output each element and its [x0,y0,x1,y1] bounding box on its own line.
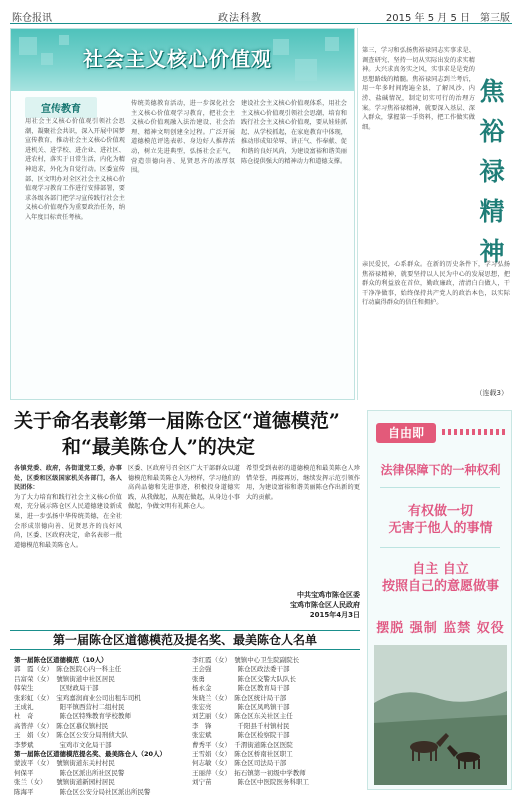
feature-column-2: 传统美德教育活动，进一步深化社会主义核心价值观学习教育，把社会主义核心价值观融入法治建设、社会治理、精神文明创建全过程。广泛开展道德模范评选表彰、身边好人推荐活动，树立先进典型，弘扬社会正气，营造崇德向善、见贤思齐的浓厚氛围。 [131,100,235,175]
paper-name: 陈仓报讯 [12,13,52,24]
dots-divider [442,429,506,435]
honor-name-row: 王 娟（女） 陈仓区公安分局刑侦大队 [14,731,128,740]
article-signature [266,590,360,620]
feature-column-3: 建设社会主义核心价值观体系，用社会主义核心价值观引领社会思潮，培育和践行社会主义核心价值观，要从娃娃抓起、从学校抓起，在家庭教育中体现，推动形成知荣辱、讲正气、作奉献、促和谐的良好风尚，为建设富裕和谐美丽陈仓提供强大的精神动力和道德支撑。 [241,100,347,165]
divider [380,547,500,548]
sidebar-text-2: 亲民爱民，心系群众。在新的历史条件下，学习弘扬焦裕禄精神，就要坚持以人民为中心的发展思想，把群众的利益放在首位，勤政廉政，清清白白做人，干干净净做事，始终保持共产党人的政治本色，以实际行动赢得群众的信任和拥护。 [362,261,510,307]
sidebar [357,28,512,400]
honor-name-row: 王雪娟（女） 陈仓区桥南社区职工 [192,750,293,759]
honor-name-row: 杜 奇 陈仓区特殊教育学校教师 [14,712,131,721]
honor-subheading: 第一届陈仓区道德模范（10人） [14,656,108,664]
masthead [10,6,512,24]
honor-name-row: 曹秀平（女） 千渭街道陈仓区医院 [192,740,293,749]
honor-name-row: 蒙波平（女） 號镇街道东关村村民 [14,759,115,768]
honor-name-row: 张兰（女） 號镇街道新园村居民 [14,778,115,787]
section-tag: 宣传教育 [25,97,97,118]
feature-box [10,28,355,400]
signer-1: 中共宝鸡市陈仓区委 [297,591,360,599]
ad-slogan-2 [368,503,513,537]
signer-2: 宝鸡市陈仓区人民政府 [290,601,360,609]
honor-name-row: 张彩虹（女） 宝鸡嘉润商业公司出租车司机 [14,693,141,702]
page-number: 第三版 [480,13,510,24]
honor-list-right [192,656,362,796]
honor-name-row: 李梦斌 宝鸡市文化局干部 [14,740,112,749]
ad-panel [367,410,512,790]
article-lead: 各镇党委、政府，各街道党工委，办事处，区委和区级国家机关各部门，各人民团体： [14,465,122,492]
feature-column-1: 用社会主义核心价值观引领社会思潮，凝聚社会共识，深入开展中国梦宣传教育，推动社会主义核心价值观进机关、进学校、进企业、进社区、进农村，落实于日常生活，内化为精神追求，外化为自觉行动。区委宣传部、区文明办对全区社会主义核心价值观学习教育工作进行安排部署，要求各级各部门把学习宣传践行社会主义核心价值观作为重要政治任务，纳入年度目标责任考核。 [25,118,125,221]
honor-name-row: 王会强 陈仓区政法委干部 [192,665,290,674]
date-page [386,9,510,24]
ad-slogan-3b: 按照自己的意愿做事 [381,579,499,594]
ad-slogan-4: 摆脱 强制 监禁 奴役 [376,621,505,636]
section-name: 政法科教 [218,13,262,24]
honor-name-row: 何保平 陈仓区派出所社区民警 [14,768,125,777]
honor-list-title: 第一届陈仓区道德模范及提名奖、最美陈仓人名单 [10,630,360,650]
ad-slogan-2a: 有权做一切 [407,504,473,519]
article-column-1 [14,464,122,624]
continued-label: （连载3） [475,389,508,397]
feature-title: 社会主义核心价值观 [83,47,272,71]
article-column-2: 区委、区政府号召全区广大干部群众以道德模范和最美陈仓人为榜样，学习他们的高尚品德和先进事迹，积极投身道德实践，从我做起，从现在做起，从身边小事做起，争做文明有礼陈仓人。 [128,465,240,511]
sign-date: 2015年4月3日 [309,611,360,619]
ad-slogan-3a: 自主 自立 [412,562,469,577]
article-column-3: 希望受到表彰的道德模范和最美陈仓人珍惜荣誉，再接再厉，继续发挥示范引领作用，为建设富裕和谐美丽陈仓作出新的更大的贡献。 [246,465,360,501]
honor-name-row: 郭 霞（女） 陈仓医院心内一科主任 [14,665,122,674]
article-body-1: 为了大力培育和践行社会主义核心价值观，充分展示陈仓区人民道德建设新成果，进一步弘扬中华传统美德，在全社会形成崇德向善、见贤思齐的良好风尚，区委、区政府决定，命名表彰一批道德模范和最美陈仓人。 [14,493,122,549]
honor-name-row: 王丽萍（女） 拓石镇第一初级中学教师 [192,768,306,777]
honor-name-row: 张勇 陈仓区交警大队队长 [192,674,296,683]
feature-banner [11,29,354,91]
ad-slogan-3 [368,561,513,595]
article-headline [14,408,360,460]
divider [380,487,500,488]
honor-name-row: 张宏斌 陈仓区检察院干部 [192,731,290,740]
ad-slogan-1: 法律保障下的一种权利 [380,463,501,477]
ad-brand: 自由即 [376,423,436,443]
vertical-title: 焦裕禄精神 [479,77,505,266]
headline-line-2: 和“最美陈仓人”的决定 [62,436,255,458]
honor-name-row: 王成礼 阳平镇西营村二组村民 [14,703,125,712]
honor-list-left [14,656,184,796]
honor-name-row: 高普萍（女） 陈仓区慕仪镇村民 [14,721,109,730]
honor-name-row: 韩荣生 区财政局干部 [14,684,99,693]
honor-name-row: 李红霞（女） 號镇中心卫生院副院长 [192,656,300,664]
honor-name-row: 张宏亮 陈仓区凤鸣镇干部 [192,703,290,712]
honor-name-row: 何志敏（女） 陈仓区司法局干部 [192,759,287,768]
honor-name-row: 陈海平 陈仓区公安分局社区派出所民警 [14,787,151,796]
issue-date: 2015 年 5 月 5 日 [385,13,470,24]
ad-slogan-2b: 无害于他人的事情 [388,521,493,536]
honor-name-row: 刘宁苗 陈仓区中医院医务科职工 [192,778,309,787]
honor-name-row: 李 锋 千阳县千村镇村民 [192,721,290,730]
honor-name-row: 朱晓兰（女） 陈仓区统计局干部 [192,693,287,702]
horse-landscape-photo [374,645,507,785]
sidebar-text-1: 第三，学习和弘扬焦裕禄同志实事求是、调查研究、坚持一切从实际出发的求实精神。大兴求真务实之风，实事求是是党的思想路线的精髓。焦裕禄同志到兰考后，用一年多时间跑遍全县，了解风沙、内涝、盐碱情况，制定切实可行的治理方案。学习焦裕禄精神，就要深入基层、深入群众，掌握第一手资料，把工作做实做细。 [362,47,475,131]
headline-line-1: 关于命名表彰第一届陈仓区“道德模范” [14,410,340,432]
honor-name-row: 吕富荣（女） 號镇街道中社区居民 [14,674,115,683]
honor-name-row: 杨永金 陈仓区教育局干部 [192,684,290,693]
honor-subheading: 第一届陈仓区道德模范提名奖、最美陈仓人（20人） [14,750,167,759]
honor-name-row: 刘艺丽（女） 陈仓区东关社区主任 [192,712,293,721]
